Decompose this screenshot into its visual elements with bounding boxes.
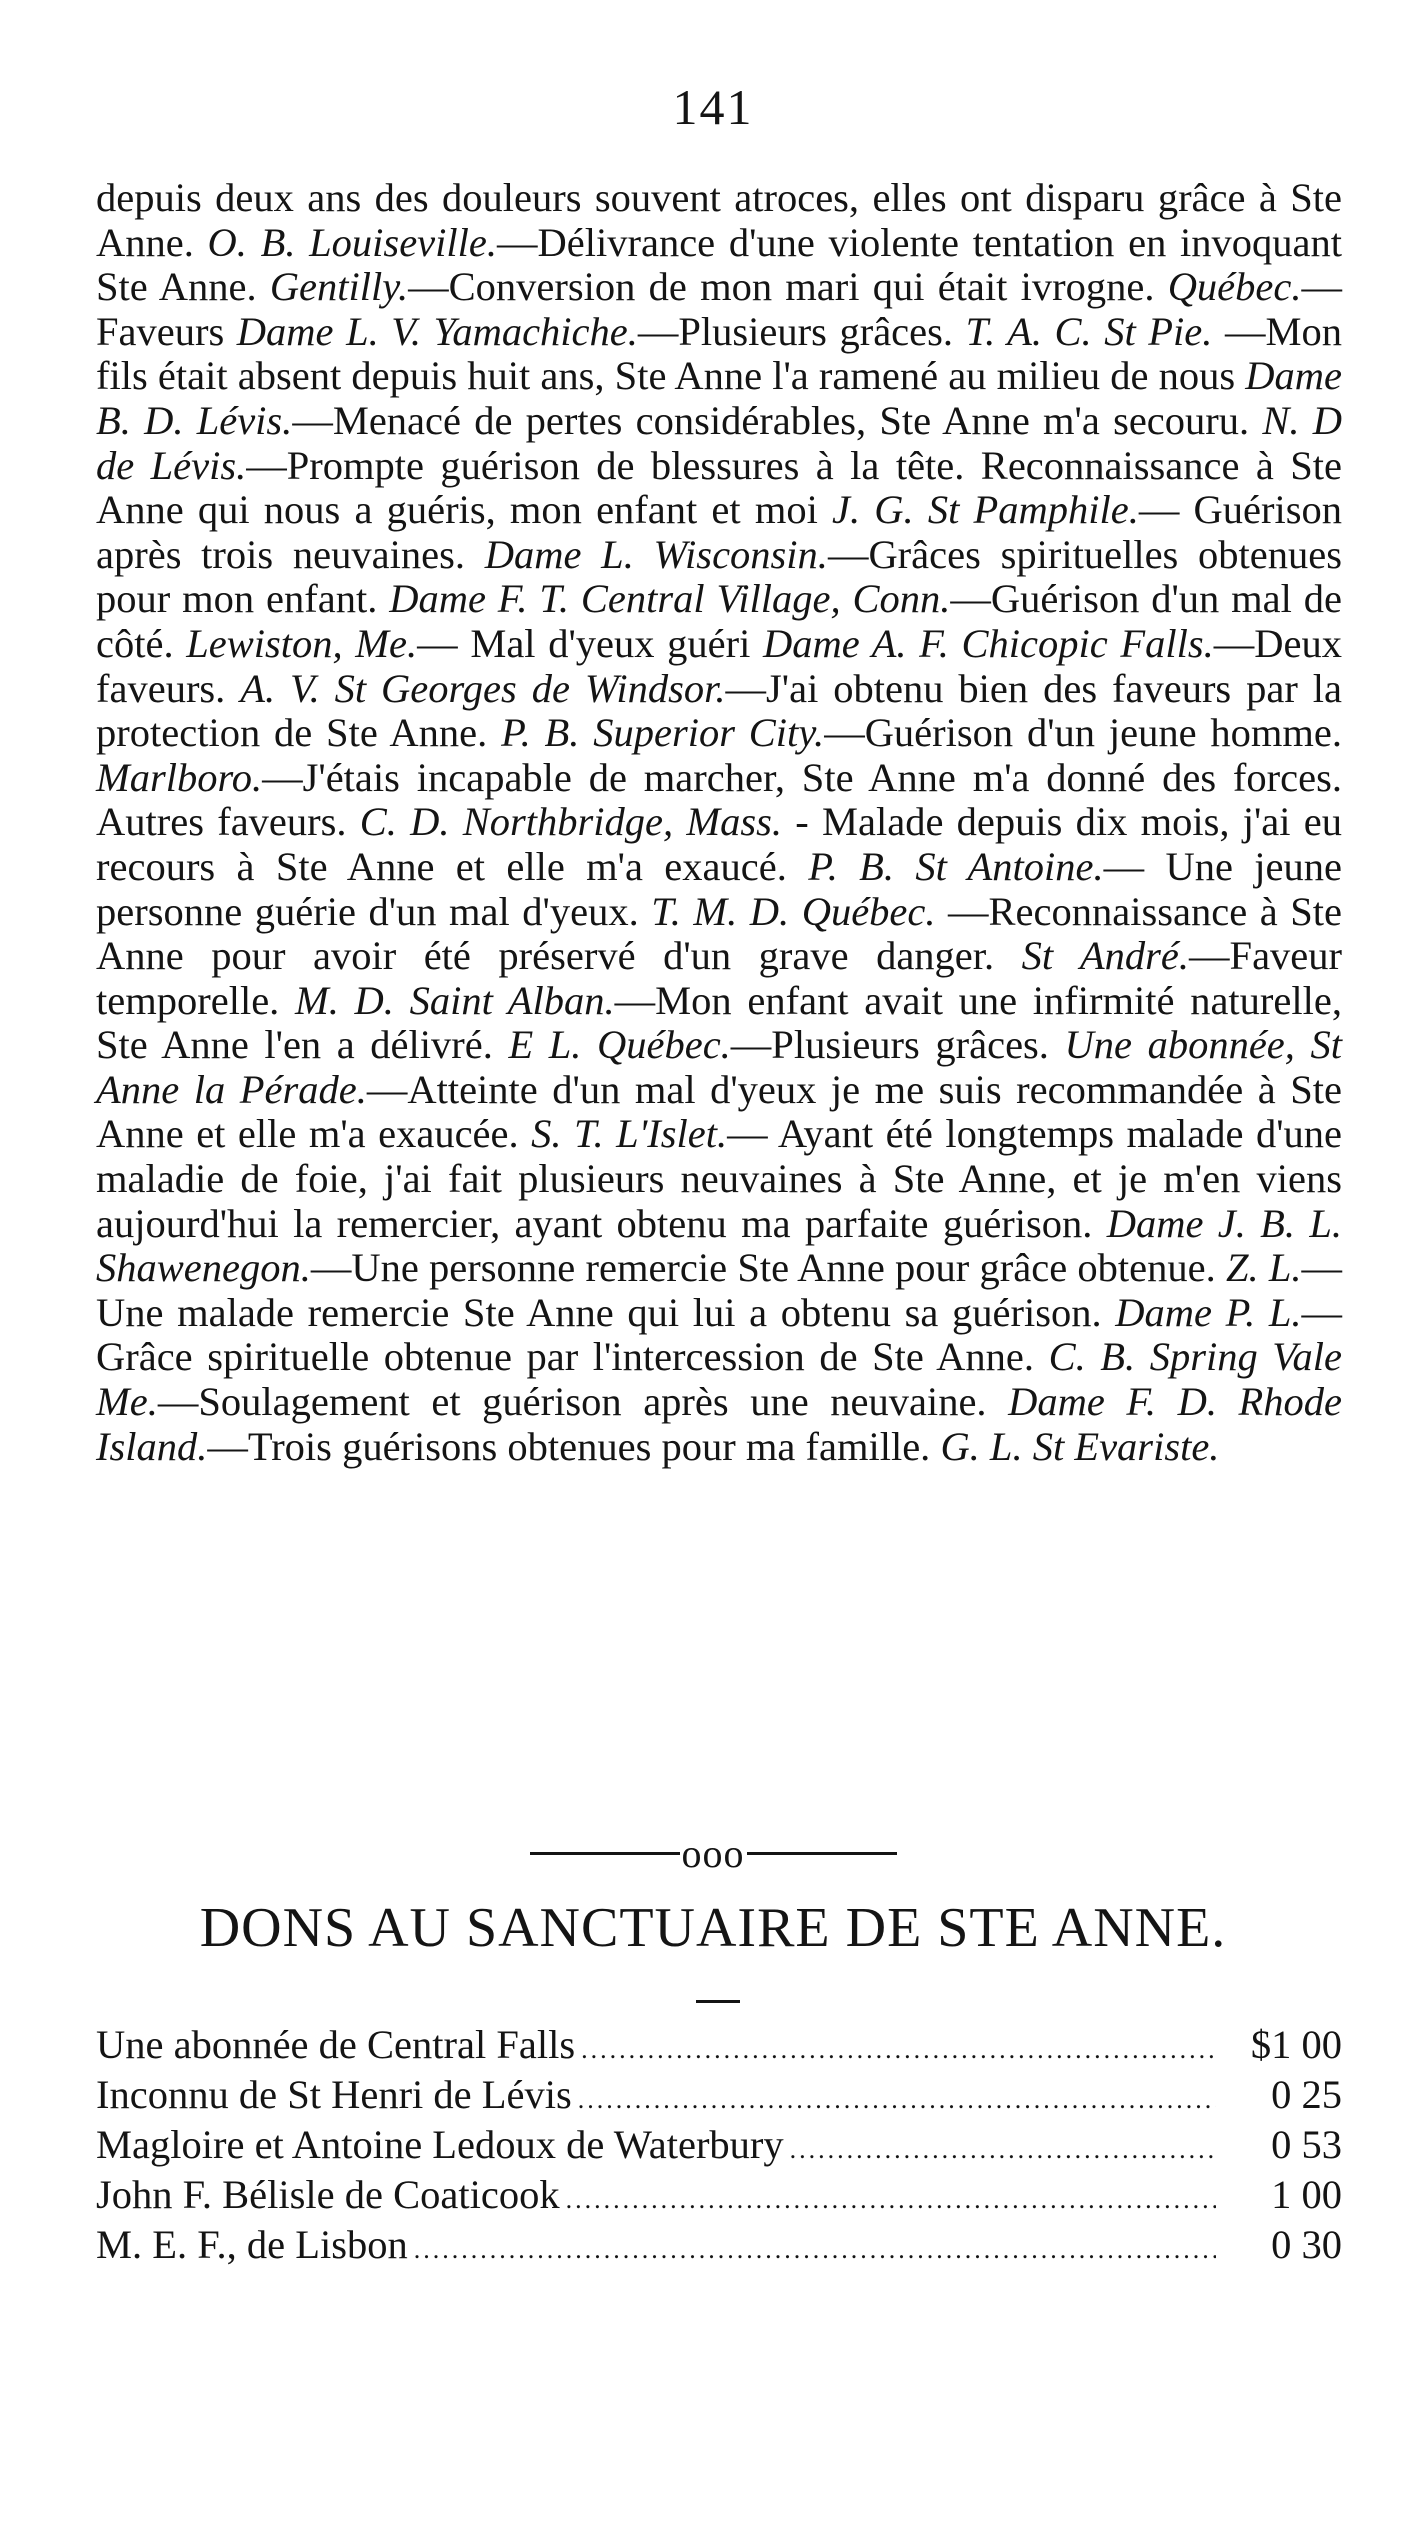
testimonial-signature: Québec.	[1167, 264, 1302, 310]
testimonial-signature: Dame L. V. Yamachiche.	[236, 308, 638, 354]
separator-ornament: ooo	[681, 1830, 745, 1876]
testimonial-text: —Atteinte d'un mal d'yeux je me suis recommandée à Ste Anne et elle m'a exaucée.	[96, 1066, 1343, 1157]
donor-name: Une abonnée de Central Falls	[96, 2022, 576, 2067]
testimonial-text: —Reconnaissance à Ste Anne pour avoir été préservé d'un grave danger.	[96, 888, 1342, 979]
donation-row	[96, 2072, 1342, 2122]
testimonial-signature: T. A. C. St Pie.	[965, 308, 1213, 354]
testimonial-text: —J'étais incapable de marcher, Ste Anne m'a donné des forces. Autres faveurs.	[96, 754, 1342, 845]
testimonial-text: — Mal d'yeux guéri	[417, 620, 764, 666]
testimonial-text: —Plusieurs grâces.	[637, 308, 966, 354]
testimonial-signature: S. T. L'Islet.	[531, 1111, 728, 1157]
separator-rule-left	[530, 1852, 680, 1855]
dot-leader	[414, 2227, 1216, 2272]
separator-rule-right	[747, 1852, 897, 1855]
testimonial-text: - Malade depuis dix mois, j'ai eu recours à Ste Anne et elle m'a exaucé.	[96, 799, 1342, 889]
donor-name: Magloire et Antoine Ledoux de Waterbury	[96, 2122, 784, 2167]
testimonial-text: —Une malade remercie Ste Anne qui lui a obtenu sa guérison.	[96, 1245, 1342, 1335]
testimonial-text: —Menacé de pertes considérables, Ste Anne m'a secouru.	[292, 397, 1263, 443]
donation-amount: $1 00	[1250, 2022, 1342, 2067]
testimonial-text: —Plusieurs grâces.	[730, 1022, 1065, 1068]
testimonial-text: —Grâces spirituelles obtenues pour mon enfant.	[96, 531, 1343, 622]
testimonial-signature: N. D de Lévis.	[96, 397, 1342, 488]
testimonial-text: —Guérison d'un mal de côté.	[96, 576, 1342, 666]
testimonial-signature: G. L. St Evariste.	[940, 1423, 1220, 1469]
testimonial-signature: Gentilly.	[269, 264, 409, 310]
testimonial-text: —Faveur temporelle.	[96, 933, 1343, 1023]
donation-amount: 0 25	[1271, 2072, 1342, 2117]
donation-amount: 0 53	[1271, 2122, 1342, 2167]
testimonial-text: —Guérison d'un jeune homme.	[824, 710, 1342, 756]
donation-row	[96, 2122, 1342, 2172]
donor-name: John F. Bélisle de Coaticook	[96, 2172, 560, 2217]
dot-leader	[566, 2177, 1216, 2222]
testimonial-signature: Dame L. Wisconsin.	[484, 531, 828, 577]
testimonial-signature: J. G. St Pamphile.	[832, 487, 1139, 533]
donation-row	[96, 2022, 1342, 2072]
testimonial-text: —J'ai obtenu bien des faveurs par la protection de Ste Anne.	[96, 665, 1343, 756]
donor-name: M. E. F., de Lisbon	[96, 2222, 408, 2267]
testimonials-paragraph	[96, 176, 1342, 1469]
testimonial-text: —Mon fils était absent depuis huit ans, Ste Anne l'a ramené au milieu de nous	[96, 308, 1342, 399]
page-number: 141	[672, 79, 754, 135]
donor-name: Inconnu de St Henri de Lévis	[96, 2072, 572, 2117]
testimonial-signature: T. M. D. Québec.	[651, 888, 936, 934]
testimonial-text: —Conversion de mon mari qui était ivrogne.	[408, 264, 1168, 310]
testimonial-text: depuis deux ans des douleurs souvent atroces, elles ont disparu grâce à Ste Anne.	[96, 175, 1342, 265]
dot-leader	[578, 2077, 1216, 2122]
testimonial-text: —Grâce spirituelle obtenue par l'intercession de Ste Anne.	[96, 1289, 1343, 1380]
testimonial-signature: A. V. St Georges de Windsor.	[240, 665, 726, 711]
section-separator	[0, 1826, 1426, 1878]
testimonial-signature: Dame F. D. Rhode Island.	[96, 1379, 1342, 1469]
testimonial-text: —Deux faveurs.	[96, 620, 1342, 711]
testimonial-signature: C. B. Spring Vale Me.	[96, 1334, 1342, 1425]
testimonial-text: —Trois guérisons obtenues pour ma famille.	[207, 1423, 941, 1469]
donation-row	[96, 2222, 1342, 2272]
testimonial-signature: St André.	[1021, 933, 1190, 979]
section-title: DONS AU SANCTUAIRE DE STE ANNE.	[199, 1897, 1227, 1959]
testimonial-signature: Lewiston, Me.	[186, 620, 418, 666]
testimonial-text: —Délivrance d'une violente tentation en invoquant Ste Anne.	[96, 219, 1342, 310]
testimonial-signature: E L. Québec.	[508, 1022, 731, 1068]
dot-leader	[581, 2027, 1216, 2072]
testimonial-text: — Une jeune personne guérie d'un mal d'yeux.	[96, 843, 1342, 934]
testimonial-text: — Guérison après trois neuvaines.	[96, 487, 1342, 577]
testimonial-text: —Une personne remercie Ste Anne pour grâce obtenue.	[310, 1245, 1226, 1291]
testimonial-signature: C. D. Northbridge, Mass.	[359, 799, 783, 845]
testimonial-signature: Dame F. T. Central Village, Conn.	[389, 576, 951, 622]
testimonial-signature: P. B. Superior City.	[501, 710, 825, 756]
testimonial-text: —Prompte guérison de blessures à la tête. Reconnaissance à Ste Anne qui nous a guéris, mon enfant et moi	[96, 442, 1342, 533]
testimonial-signature: Dame A. F. Chicopic Falls.	[763, 620, 1214, 666]
testimonial-text: —Mon enfant avait une infirmité naturelle, Ste Anne l'en a délivré.	[96, 977, 1342, 1068]
title-underline	[696, 2000, 740, 2003]
testimonial-signature: Z. L.	[1225, 1245, 1302, 1291]
dot-leader	[790, 2127, 1216, 2172]
donation-amount: 1 00	[1271, 2172, 1342, 2217]
testimonial-text: —Soulagement et guérison après une neuvaine.	[157, 1379, 1009, 1425]
testimonial-signature: Dame P. L.	[1115, 1289, 1302, 1335]
donation-amount: 0 30	[1271, 2222, 1342, 2267]
testimonial-signature: Dame B. D. Lévis.	[96, 353, 1342, 443]
testimonial-signature: Marlboro.	[96, 754, 263, 800]
testimonial-signature: O. B. Louiseville.	[207, 219, 498, 265]
donation-row	[96, 2172, 1342, 2222]
donations-list	[96, 2022, 1342, 2272]
testimonial-text: —Faveurs	[96, 264, 1342, 354]
testimonial-signature: M. D. Saint Alban.	[294, 977, 615, 1023]
testimonial-signature: Dame J. B. L. Shawenegon.	[96, 1200, 1343, 1291]
testimonial-signature: P. B. St Antoine.	[808, 843, 1104, 889]
testimonial-signature: Une abonnée, St Anne la Pérade.	[96, 1022, 1342, 1112]
testimonial-text: — Ayant été longtemps malade d'une maladie de foie, j'ai fait plusieurs neuvaines à Ste Anne, et je m'en viens aujourd'hui la remercier, ayant obtenu ma parfaite guérison.	[96, 1111, 1342, 1246]
